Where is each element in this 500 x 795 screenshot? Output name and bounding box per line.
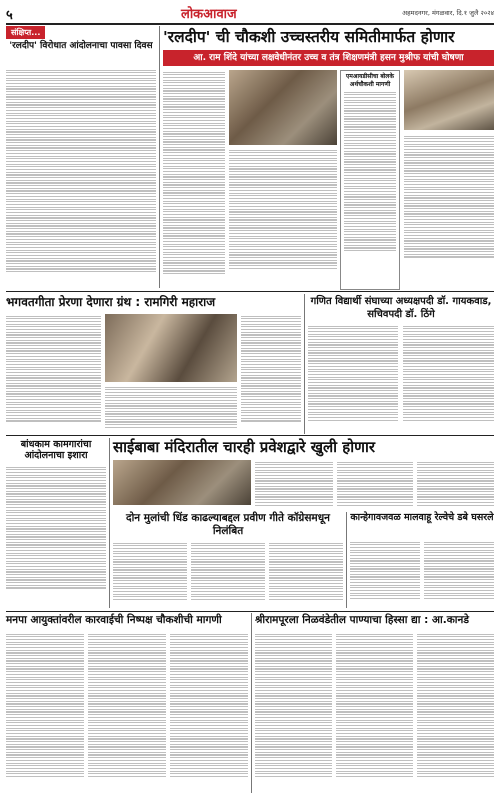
- story3-headline: गणित विद्यार्थी संघाच्या अध्यक्षपदी डॉ. गायकवाड, सचिवपदी डॉ. ठिंगे: [310, 296, 492, 320]
- column-divider: [159, 26, 160, 288]
- column-divider: [304, 294, 305, 434]
- lead-box-title: एमआयडीसीचा बोलके अर्थचौकशी मागणी: [345, 73, 394, 88]
- story5-body-col-4: [417, 460, 494, 510]
- story2-body-col-3: [241, 314, 301, 432]
- story4-body: [6, 465, 106, 605]
- lead-body-col-3: [404, 134, 494, 288]
- section-tag: संक्षिप्त...: [6, 26, 45, 39]
- masthead-rule: [6, 23, 494, 25]
- column-divider: [109, 438, 110, 608]
- column-divider: [346, 512, 347, 608]
- lead-body-col-1: [163, 70, 225, 290]
- page-number: ५: [6, 8, 13, 23]
- column-divider: [251, 613, 252, 793]
- section-rule-3: [6, 611, 494, 612]
- story5-photo: [113, 460, 251, 505]
- story6-body-col-2: [191, 541, 265, 607]
- left-story-body: [6, 68, 156, 286]
- story5-body-col-2: [255, 460, 333, 510]
- story6-body-col-1: [113, 541, 187, 607]
- story9-body-col-2: [336, 632, 413, 792]
- story4-headline: बांधकाम कामगारांचा आंदोलनाचा इशारा: [20, 439, 92, 461]
- lead-photo-2: [404, 70, 494, 130]
- story8-body-col-2: [88, 632, 166, 792]
- section-rule-1: [6, 291, 494, 292]
- story7-body-col-1: [350, 540, 420, 606]
- story6-body-col-3: [269, 541, 343, 607]
- masthead: [6, 4, 494, 22]
- story3-body-col-1: [308, 324, 398, 432]
- lead-box: [340, 70, 400, 290]
- story5-headline: साईबाबा मंदिरातील चारही प्रवेशद्वारे खुली होणार: [113, 438, 376, 456]
- left-story-title: 'रलदीप' विरोधात आंदोलनाचा पावसा दिवस: [9, 41, 153, 51]
- story9-body-col-3: [417, 632, 494, 792]
- left-story: [6, 26, 156, 288]
- story9-headline: श्रीरामपूरला निळवंडेतील पाण्याचा हिस्सा द्या : आ.कानडे: [255, 614, 469, 626]
- story2-headline: भगवतगीता प्रेरणा देणारा ग्रंथ : रामगिरी महाराज: [6, 295, 216, 309]
- lead-subhead: आ. राम शिंदे यांच्या लक्षवेधीनंतर उच्च व तंत्र शिक्षणमंत्री हसन मुश्रीफ यांची घोषणा: [163, 50, 494, 66]
- story8-body-col-3: [170, 632, 248, 792]
- story5-body-col-3: [337, 460, 413, 510]
- story7-body-col-2: [424, 540, 494, 606]
- lead-body-col-2: [229, 148, 337, 288]
- story2-body-col-2: [105, 385, 237, 432]
- story3-body-col-2: [403, 324, 494, 432]
- story6-headline: दोन मुलांची धिंड काढल्याबद्दल प्रवीण गीते कॉग्रेसमधून निलंबित: [126, 512, 330, 537]
- lead-photo: [229, 70, 337, 145]
- story2-body-col-1: [6, 314, 101, 432]
- date-line: अहमदनगर, मंगळवार, दि.१ जुलै २०२४: [402, 9, 494, 17]
- story2-photo: [105, 314, 237, 382]
- story9-body-col-1: [255, 632, 332, 792]
- story7-headline: कान्हेगावजवळ मालवाहू रेल्वेचे डबे घसरले: [350, 512, 494, 523]
- story8-headline: मनपा आयुक्तांवरील कारवाईची निष्पक्ष चौकशीची मागणी: [6, 614, 222, 626]
- story8-body-col-1: [6, 632, 84, 792]
- lead-headline: 'रलदीप' ची चौकशी उच्चस्तरीय समितीमार्फत होणार: [163, 28, 455, 46]
- newspaper-logo: लोकआवाज: [181, 7, 237, 22]
- lead-box-body: [341, 90, 399, 280]
- section-rule-2: [6, 435, 494, 436]
